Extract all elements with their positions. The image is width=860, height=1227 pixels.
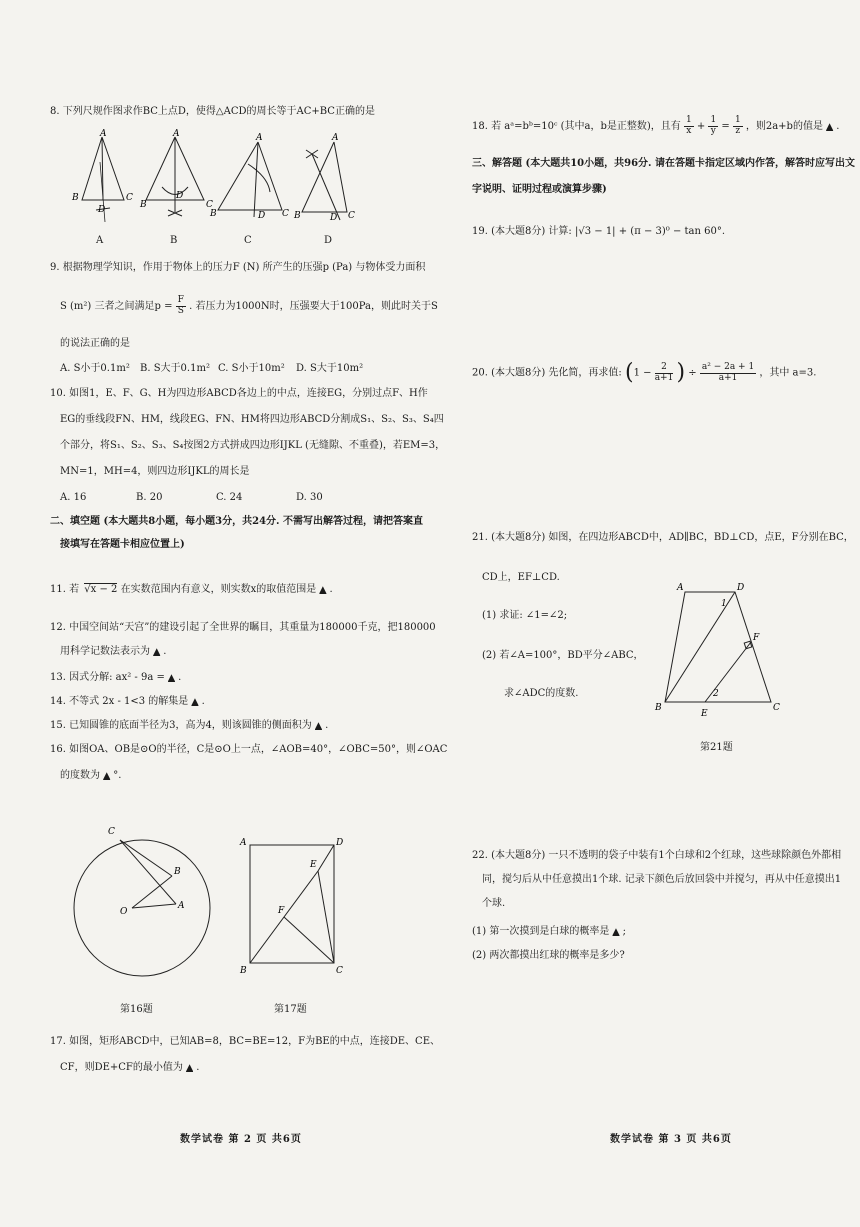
- question-17-line2: CF，则DE+CF的最小值为 ▲ .: [60, 1062, 200, 1073]
- section-2-heading-line1: 二、填空题 (本大题共8小题，每小题3分，共24分. 不需写出解答过程，请把答案直: [50, 516, 424, 527]
- answer-blank: ▲: [103, 771, 111, 781]
- page-footer-left: 数学试卷 第 2 页 共6页: [180, 1134, 302, 1145]
- svg-text:D: D: [258, 211, 266, 221]
- question-13: 13. 因式分解: ax² - 9a = ▲ .: [50, 672, 182, 683]
- question-15: 15. 已知圆锥的底面半径为3，高为4，则该圆锥的侧面积为 ▲ .: [50, 720, 329, 731]
- pressure-fraction: $\frac{F}{S}$: [177, 295, 184, 316]
- answer-blank: ▲: [319, 585, 327, 595]
- fig16-label-c: C: [108, 827, 115, 837]
- question-22-line3: 个球.: [482, 898, 506, 909]
- figure-17-caption: 第17题: [274, 1004, 307, 1015]
- fig16-label-a: A: [178, 901, 185, 911]
- question-18: 18. 若 aᵃ=bᵇ=10ᶜ (其中a，b是正整数)，且有 $\frac{1}{x}$ + $\frac{1}{y}$ = $\frac{1}{z}$ ，则2a+b的值是 ▲ .: [472, 115, 840, 136]
- section-3-heading-line2: 字说明、证明过程或演算步骤): [472, 184, 607, 195]
- svg-text:D: D: [176, 191, 184, 201]
- question-12-line2: 用科学记数法表示为 ▲ .: [60, 646, 167, 657]
- svg-text:C: C: [282, 209, 289, 219]
- svg-text:B: B: [294, 211, 301, 221]
- figure-16-caption: 第16题: [120, 1004, 153, 1015]
- q10-option-c: C. 24: [216, 492, 243, 503]
- q8-figure-a: [70, 129, 135, 232]
- question-10-line4: MN=1，MH=4，则四边形IJKL的周长是: [60, 466, 250, 477]
- fig16-label-o: O: [120, 907, 128, 917]
- question-8: 8. 下列尺规作图求作BC上点D，使得△ACD的周长等于AC+BC正确的是: [50, 106, 375, 117]
- q8-figure-c: [210, 132, 289, 232]
- question-22-line2: 同，搅匀后从中任意摸出1个球. 记录下颜色后放回袋中并搅匀，再从中任意摸出1: [482, 874, 842, 885]
- question-12-line1: 12. 中国空间站“天宫”的建设引起了全世界的瞩目，其重量为180000千克，把180000: [50, 622, 436, 633]
- fig21-label-f: F: [753, 633, 760, 643]
- question-19: 19. (本大题8分) 计算: |√3 − 1| + (π − 3)⁰ − tan 60°.: [472, 226, 726, 237]
- svg-text:C: C: [126, 193, 133, 203]
- question-21-part2: (2) 若∠A=100°，BD平分∠ABC，: [482, 650, 644, 661]
- q10-option-d: D. 30: [296, 492, 323, 503]
- answer-blank: ▲: [315, 721, 322, 731]
- answer-blank: ▲: [826, 121, 834, 132]
- q10-option-a: A. 16: [60, 492, 87, 503]
- fig17-label-b: B: [240, 966, 247, 976]
- question-10-line1: 10. 如图1，E、F、G、H为四边形ABCD各边上的中点，连接EG，分别过点F、H作: [50, 388, 428, 399]
- q9-option-a: A. S小于0.1m²: [60, 363, 130, 374]
- answer-blank: ▲: [168, 673, 175, 683]
- question-10-line3: 个部分，将S₁、S₂、S₃、S₄按图2方式拼成四边形IJKL (无缝隙、不重叠)，若EM=3，: [60, 440, 446, 451]
- question-20: 20. (本大题8分) 先化简，再求值: (1 − $\frac{2}{a+1}$ ) ÷ $\frac{\text{a² − 2a + 1}}{a+1}$ ，其中 a=3.: [472, 360, 817, 385]
- svg-text:C: C: [206, 200, 213, 210]
- fig17-label-f: F: [278, 906, 285, 916]
- svg-text:A: A: [332, 133, 339, 143]
- question-10-line2: EG的垂线段FN、HM，线段EG、FN、HM将四边形ABCD分割成S₁、S₂、S₃、S₄四: [60, 414, 444, 425]
- q8-figure-b: [140, 129, 213, 232]
- question-21-line2: CD上，EF⊥CD.: [482, 572, 560, 583]
- q8-option-c: C: [244, 235, 252, 246]
- question-22-part2: (2) 两次都摸出红球的概率是多少?: [472, 950, 625, 961]
- question-17-line1: 17. 如图，矩形ABCD中，已知AB=8，BC=BE=12，F为BE的中点，连接DE、CE、: [50, 1036, 440, 1047]
- fig21-label-1: 1: [721, 599, 727, 609]
- answer-blank: ▲: [612, 927, 620, 937]
- figure-16: [90, 820, 200, 990]
- question-16-line1: 16. 如图OA、OB是⊙O的半径，C是⊙O上一点，∠AOB=40°，∠OBC=50°，则∠OAC: [50, 744, 448, 755]
- svg-text:D: D: [330, 213, 338, 223]
- svg-text:A: A: [256, 133, 263, 143]
- fig17-label-e: E: [310, 860, 317, 870]
- answer-blank: ▲: [191, 697, 199, 707]
- svg-text:A: A: [100, 129, 107, 139]
- question-22-line1: 22. (本大题8分) 一只不透明的袋子中装有1个白球和2个红球，这些球除颜色外都相: [472, 850, 842, 861]
- page-footer-right: 数学试卷 第 3 页 共6页: [610, 1134, 732, 1145]
- fig21-label-c: C: [773, 703, 780, 713]
- fig16-label-b: B: [174, 867, 181, 877]
- q8-option-d: D: [324, 235, 333, 246]
- q10-option-b: B. 20: [136, 492, 163, 503]
- svg-text:A: A: [173, 129, 180, 139]
- figure-21-caption: 第21题: [700, 742, 733, 753]
- q9-option-d: D. S大于10m²: [296, 363, 364, 374]
- question-9-line3: 的说法正确的是: [60, 338, 130, 349]
- figure-21: [655, 582, 785, 722]
- fig21-label-a: A: [677, 583, 684, 593]
- q9-option-c: C. S小于10m²: [218, 363, 285, 374]
- fig17-label-d: D: [336, 838, 344, 848]
- question-11: 11. 若 √x − 2 在实数范围内有意义，则实数x的取值范围是 ▲ .: [50, 584, 333, 595]
- question-21-part3: 求∠ADC的度数.: [504, 688, 579, 699]
- fig21-label-b: B: [655, 703, 662, 713]
- question-21-part1: (1) 求证: ∠1=∠2;: [482, 610, 568, 621]
- svg-text:D: D: [98, 205, 106, 215]
- right-page: [430, 0, 860, 1227]
- q8-figure-d: [292, 132, 357, 232]
- fig17-label-a: A: [240, 838, 247, 848]
- fig21-label-2: 2: [713, 689, 719, 699]
- answer-blank: ▲: [153, 647, 161, 657]
- svg-text:B: B: [140, 200, 147, 210]
- question-16-line2: 的度数为 ▲ °.: [60, 770, 122, 781]
- question-14: 14. 不等式 2x - 1<3 的解集是 ▲ .: [50, 696, 205, 707]
- section-3-heading-line1: 三、解答题 (本大题共10小题，共96分. 请在答题卡指定区域内作答，解答时应写出文: [472, 158, 856, 169]
- question-22-part1: (1) 第一次摸到是白球的概率是 ▲ ;: [472, 926, 627, 937]
- question-9-line2: S (m²) 三者之间满足p = $\frac{F}{S}$ . 若压力为1000N时，压强要大于100Pa，则此时关于S: [60, 295, 438, 316]
- svg-text:B: B: [210, 209, 217, 219]
- q8-option-a: A: [96, 235, 104, 246]
- figure-17: [240, 835, 350, 985]
- question-9-line1: 9. 根据物理学知识，作用于物体上的压力F (N) 所产生的压强p (Pa) 与物体受力面积: [50, 262, 426, 273]
- fig21-label-e: E: [701, 709, 708, 719]
- q8-option-b: B: [170, 235, 178, 246]
- q9-option-b: B. S大于0.1m²: [140, 363, 210, 374]
- svg-text:B: B: [72, 193, 79, 203]
- fig17-label-c: C: [336, 966, 343, 976]
- svg-text:C: C: [348, 211, 355, 221]
- answer-blank: ▲: [186, 1063, 193, 1073]
- section-2-heading-line2: 接填写在答题卡相应位置上): [60, 539, 185, 550]
- fig21-label-d: D: [737, 583, 745, 593]
- question-21-line1: 21. (本大题8分) 如图，在四边形ABCD中，AD∥BC，BD⊥CD，点E，F分别在BC，: [472, 532, 854, 543]
